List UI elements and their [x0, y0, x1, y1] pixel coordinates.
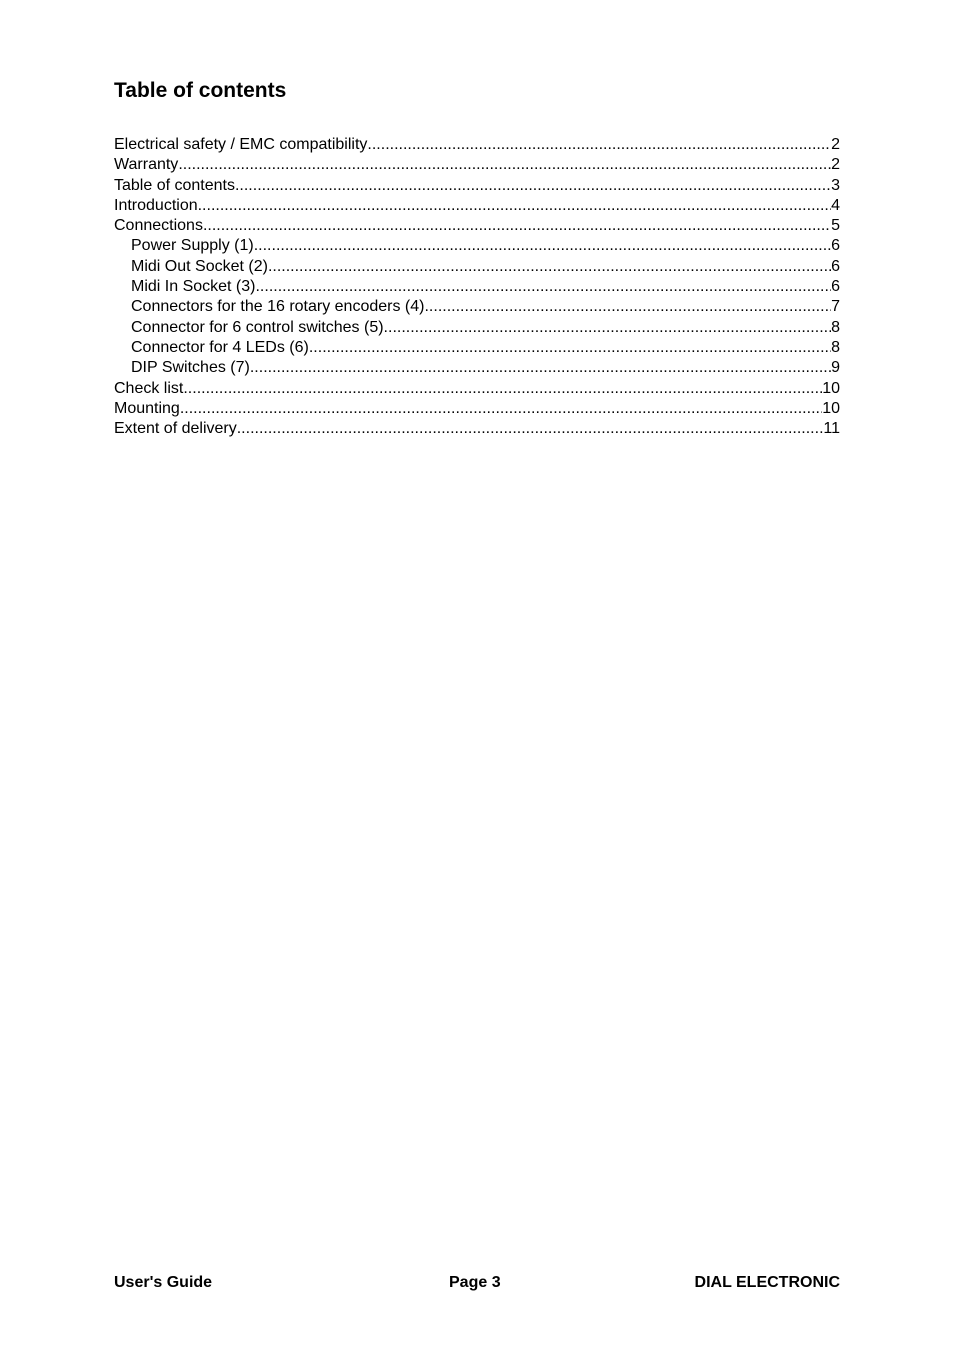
toc-dot-leader — [309, 338, 831, 358]
page-footer — [114, 1272, 840, 1294]
toc-entry-page: 6 — [831, 237, 840, 255]
toc-entry-midi-in-socket[interactable] — [114, 277, 840, 297]
toc-dot-leader — [235, 176, 831, 196]
toc-entry-page: 6 — [831, 278, 840, 296]
toc-entry-page: 10 — [822, 379, 840, 397]
toc-entry-label: DIP Switches (7) — [131, 359, 250, 377]
toc-entry-label: Connections — [114, 217, 203, 235]
toc-dot-leader — [255, 277, 831, 297]
toc-entry-control-switches[interactable] — [114, 318, 840, 338]
toc-entry-leds[interactable] — [114, 338, 840, 358]
toc-entry-label: Mounting — [114, 399, 180, 417]
toc-entry-label: Power Supply (1) — [131, 237, 254, 255]
toc-entry-label: Warranty — [114, 156, 179, 174]
toc-entry-page: 2 — [831, 136, 840, 153]
toc-entry-check-list[interactable] — [114, 379, 840, 399]
toc-entry-label: Connector for 6 control switches (5) — [131, 318, 384, 336]
toc-dot-leader — [180, 399, 822, 419]
toc-dot-leader — [384, 318, 832, 338]
toc-entry-rotary-encoders[interactable] — [114, 297, 840, 317]
toc-entry-page: 5 — [831, 217, 840, 235]
toc-entry-mounting[interactable] — [114, 399, 840, 419]
toc-entry-label: Midi In Socket (3) — [131, 278, 256, 296]
toc-entry-page: 8 — [831, 318, 840, 336]
toc-dot-leader — [250, 358, 831, 378]
toc-entry-page: 7 — [831, 298, 840, 316]
toc-entry-label: Introduction — [114, 196, 198, 214]
table-of-contents — [114, 135, 840, 439]
toc-entry-page: 3 — [831, 176, 840, 194]
page-title: Table of contents — [114, 79, 287, 102]
toc-dot-leader — [254, 236, 831, 256]
toc-dot-leader — [237, 419, 824, 439]
toc-entry-table-of-contents[interactable] — [114, 176, 840, 196]
footer-company-name: DIAL ELECTRONIC — [694, 1274, 840, 1291]
toc-entry-page: 8 — [831, 338, 840, 356]
toc-entry-connections[interactable] — [114, 216, 840, 236]
toc-entry-label: Midi Out Socket (2) — [131, 257, 268, 275]
toc-entry-dip-switches[interactable] — [114, 358, 840, 378]
toc-entry-warranty[interactable] — [114, 155, 840, 175]
toc-dot-leader — [198, 196, 831, 216]
toc-entry-extent-of-delivery[interactable] — [114, 419, 840, 439]
footer-page-number: Page 3 — [449, 1274, 501, 1291]
toc-entry-label: Extent of delivery — [114, 420, 237, 438]
toc-entry-electrical-safety[interactable] — [114, 135, 840, 155]
toc-entry-introduction[interactable] — [114, 196, 840, 216]
toc-entry-label: Connectors for the 16 rotary encoders (4) — [131, 298, 425, 316]
toc-entry-page: 2 — [831, 156, 840, 174]
toc-entry-label: Electrical safety / EMC compatibility — [114, 136, 368, 153]
toc-dot-leader — [367, 135, 831, 155]
toc-entry-page: 11 — [823, 420, 840, 438]
toc-entry-midi-out-socket[interactable] — [114, 257, 840, 277]
toc-dot-leader — [178, 155, 831, 175]
toc-dot-leader — [268, 257, 831, 277]
footer-document-title: User's Guide — [114, 1274, 213, 1291]
toc-dot-leader — [183, 379, 822, 399]
toc-entry-page: 6 — [831, 257, 840, 275]
toc-entry-label: Table of contents — [114, 176, 235, 194]
toc-entry-power-supply[interactable] — [114, 236, 840, 256]
toc-entry-label: Connector for 4 LEDs (6) — [131, 338, 309, 356]
toc-entry-page: 10 — [822, 399, 840, 417]
toc-entry-page: 4 — [831, 196, 840, 214]
toc-dot-leader — [424, 297, 831, 317]
toc-entry-page: 9 — [831, 359, 840, 377]
toc-entry-label: Check list — [114, 379, 184, 397]
toc-dot-leader — [203, 216, 831, 236]
